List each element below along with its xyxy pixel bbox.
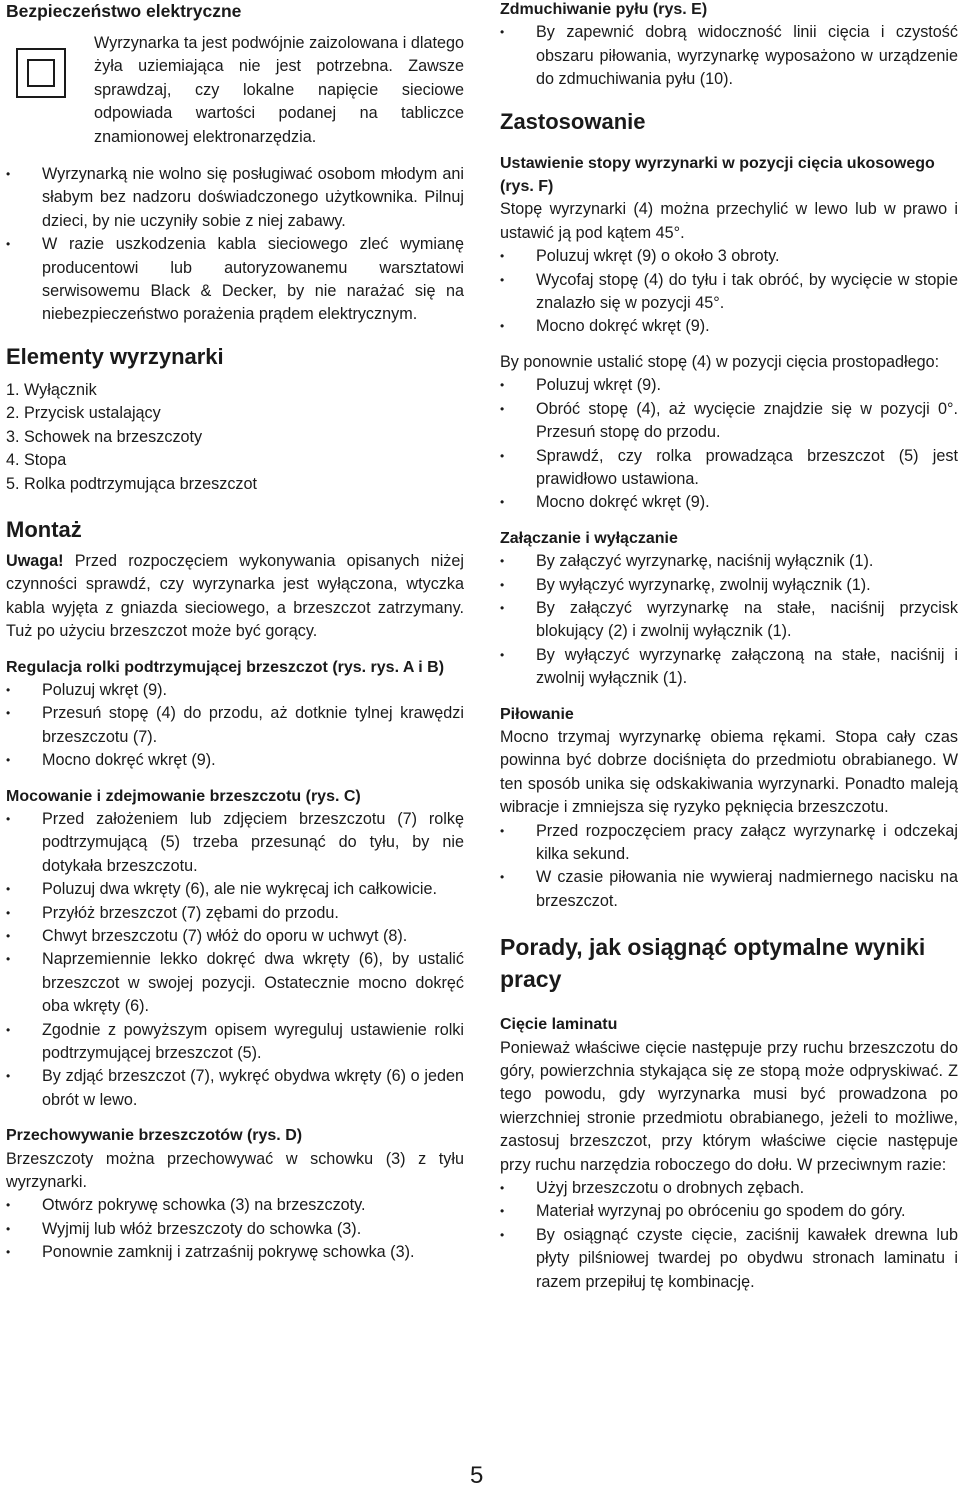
assembly-heading: Montaż bbox=[6, 516, 82, 542]
dust-steps bbox=[500, 21, 958, 91]
list-item: • By osiągnąć czyste cięcie, zaciśnij kawałek drewna lub płyty pilśniowej twardej po obydwu stronach laminatu i razem przepiłuj tę kombinację. bbox=[500, 1224, 958, 1294]
bevel-steps bbox=[500, 245, 958, 339]
usage-heading: Zastosowanie bbox=[500, 108, 646, 134]
list-item: • Wyjmij lub włóż brzeszczoty do schowka (3). bbox=[6, 1218, 464, 1241]
storage-text: Brzeszczoty można przechowywać w schowku (3) z tyłu wyrzynarki. bbox=[6, 1149, 464, 1192]
list-item: • Wyrzynarką nie wolno się posługiwać osobom młodym ani słabym bez nadzoru doświadczonego użytkownika. Pilnuj dzieci, by nie uczyniły sobie z niej zabawy. bbox=[6, 163, 464, 233]
safety-list bbox=[6, 163, 464, 327]
list-item: • Przesuń stopę (4) do przodu, aż dotknie tylnej krawędzi brzeszczotu (7). bbox=[6, 702, 464, 749]
list-item: • By załączyć wyrzynarkę, naciśnij wyłącznik (1). bbox=[500, 550, 958, 573]
list-item: • Użyj brzeszczotu o drobnych zębach. bbox=[500, 1177, 958, 1200]
list-item: • Obróć stopę (4), aż wycięcie znajdzie się w pozycji 0°. Przesuń stopę do przodu. bbox=[500, 398, 958, 445]
list-item: • By zdjąć brzeszczot (7), wykręć obydwa wkręty (6) o jeden obrót w lewo. bbox=[6, 1065, 464, 1112]
switch-heading: Załączanie i wyłączanie bbox=[500, 529, 678, 547]
list-item: • Chwyt brzeszczotu (7) włóż do oporu w uchwyt (8). bbox=[6, 925, 464, 948]
list-item: • Mocno dokręć wkręt (9). bbox=[500, 315, 958, 338]
warning-label: Uwaga! bbox=[6, 551, 64, 570]
storage-heading: Przechowywanie brzeszczotów (rys. D) bbox=[6, 1127, 303, 1145]
list-item: • Poluzuj dwa wkręty (6), ale nie wykręcaj ich całkowicie. bbox=[6, 878, 464, 901]
laminate-text: Ponieważ właściwe cięcie następuje przy ruchu brzeszczotu do góry, powierzchnia stykająca się ze stopą może odpryskiwać. Z tego powodu, gdy wyrzynarka musi być prowadzona po wierzchniej stronie przedmiotu obrabianego, jeżeli to możliwe, zastosuj brzeszczot, przy którym właściwe cięcie następuje przy ruchu narzędzia roboczego do dołu. W przeciwnym razie: bbox=[500, 1038, 958, 1174]
list-item: • By wyłączyć wyrzynarkę załączoną na stałe, naciśnij i zwolnij wyłącznik (1). bbox=[500, 644, 958, 691]
roller-steps bbox=[6, 679, 464, 773]
list-item: • W czasie piłowania nie wywieraj nadmiernego nacisku na brzeszczot. bbox=[500, 866, 958, 913]
list-item: 5. Rolka podtrzymująca brzeszczot bbox=[6, 474, 258, 493]
page-number: 5 bbox=[470, 1462, 484, 1489]
electrical-safety-heading: Bezpieczeństwo elektryczne bbox=[6, 1, 242, 21]
sawing-steps bbox=[500, 820, 958, 914]
tips-heading: Porady, jak osiągnąć optymalne wyniki pracy bbox=[500, 934, 926, 993]
straight-text: By ponownie ustalić stopę (4) w pozycji cięcia prostopadłego: bbox=[500, 352, 940, 371]
roller-heading: Regulacja rolki podtrzymującej brzeszczot (rys. rys. A i B) bbox=[6, 658, 445, 676]
list-item: • By załączyć wyrzynarkę na stałe, naciśnij przycisk blokujący (2) i zwolnij wyłącznik (1). bbox=[500, 597, 958, 644]
list-item: • Ponownie zamknij i zatrzaśnij pokrywę schowka (3). bbox=[6, 1241, 464, 1264]
laminate-heading: Cięcie laminatu bbox=[500, 1016, 618, 1034]
list-item: • Mocno dokręć wkręt (9). bbox=[500, 491, 958, 514]
list-item: • By wyłączyć wyrzynarkę, zwolnij wyłącznik (1). bbox=[500, 574, 958, 597]
list-item: • Otwórz pokrywę schowka (3) na brzeszczoty. bbox=[6, 1194, 464, 1217]
list-item: • Wycofaj stopę (4) do tyłu i tak obróć, by wycięcie w stopie znalazło się w pozycji 45°. bbox=[500, 269, 958, 316]
blade-steps bbox=[6, 808, 464, 1112]
list-item: • W razie uszkodzenia kabla sieciowego zleć wymianę producentowi lub autoryzowanemu warsztatowi serwisowemu Black & Decker, by nie narażać się na niebezpieczeństwo porażenia prądem elektrycznym. bbox=[6, 233, 464, 327]
elements-heading: Elementy wyrzynarki bbox=[6, 343, 224, 369]
straight-steps bbox=[500, 374, 958, 514]
list-item: • Mocno dokręć wkręt (9). bbox=[6, 749, 464, 772]
left-column bbox=[6, 0, 464, 1265]
laminate-steps bbox=[500, 1177, 958, 1294]
list-item: 4. Stopa bbox=[6, 451, 67, 470]
list-item: • Przed założeniem lub zdjęciem brzeszczotu (7) rolkę podtrzymującą (5) trzeba przesunąć do tyłu, by nie dotykała brzeszczotu. bbox=[6, 808, 464, 878]
list-item: • By zapewnić dobrą widoczność linii cięcia i czystość obszaru piłowania, wyrzynarkę wyposażono w urządzenie do zdmuchiwania pyłu (10). bbox=[500, 21, 958, 91]
double-insulation-text: Wyrzynarka ta jest podwójnie zaizolowana i dlatego żyła uziemiająca nie jest potrzebna. Zawsze sprawdzaj, czy lokalne napięcie sieciowe odpowiada wartości podanej na tabliczce znamionowej elektronarzędzia. bbox=[94, 34, 464, 146]
double-insulation-block bbox=[6, 32, 464, 149]
warning-text: Przed rozpoczęciem wykonywania opisanych niżej czynności sprawdź, czy wyrzynarka jest wyłączona, wtyczka kabla wyjęta z gniazda sieciowego, a brzeszczot zatrzymany. Tuż po użyciu brzeszczot może być gorący. bbox=[6, 551, 464, 641]
sawing-text: Mocno trzymaj wyrzynarkę obiema rękami. Stopa cały czas powinna być dobrze dociśnięta do przedmiotu obrabianego. W ten sposób unika się odskakiwania wyrzynarki. Ponadto maleją wibracje i zmniejsza się ryzyko pęknięcia brzeszczotu. bbox=[500, 727, 958, 817]
list-item: 3. Schowek na brzeszczoty bbox=[6, 427, 203, 446]
list-item: • Przyłóż brzeszczot (7) zębami do przodu. bbox=[6, 902, 464, 925]
list-item: • Naprzemiennie lekko dokręć dwa wkręty (6), by ustalić brzeszczot w swojej pozycji. Ostatecznie mocno dokręć oba wkręty (6). bbox=[6, 948, 464, 1018]
warning-paragraph bbox=[6, 550, 464, 644]
list-item: • Przed rozpoczęciem pracy załącz wyrzynarkę i odczekaj kilka sekund. bbox=[500, 820, 958, 867]
dust-heading: Zdmuchiwanie pyłu (rys. E) bbox=[500, 1, 708, 18]
bevel-heading: Ustawienie stopy wyrzynarki w pozycji cięcia ukosowego (rys. F) bbox=[500, 154, 935, 196]
switch-steps bbox=[500, 550, 958, 690]
list-item: 2. Przycisk ustalający bbox=[6, 404, 161, 423]
list-item: 1. Wyłącznik bbox=[6, 380, 97, 399]
double-insulation-icon bbox=[16, 48, 66, 98]
list-item: • Poluzuj wkręt (9). bbox=[6, 679, 464, 702]
elements-list bbox=[6, 379, 464, 496]
list-item: • Zgodnie z powyższym opisem wyreguluj ustawienie rolki podtrzymującej brzeszczot (5). bbox=[6, 1019, 464, 1066]
storage-steps bbox=[6, 1194, 464, 1264]
blade-heading: Mocowanie i zdejmowanie brzeszczotu (rys. C) bbox=[6, 787, 361, 805]
bevel-text: Stopę wyrzynarki (4) można przechylić w lewo lub w prawo i ustawić ją pod kątem 45°. bbox=[500, 200, 958, 242]
list-item: • Sprawdź, czy rolka prowadząca brzeszczot (5) jest prawidłowo ustawiona. bbox=[500, 445, 958, 492]
sawing-heading: Piłowanie bbox=[500, 705, 574, 723]
list-item: • Materiał wyrzynaj po obróceniu go spodem do góry. bbox=[500, 1200, 958, 1223]
list-item: • Poluzuj wkręt (9) o około 3 obroty. bbox=[500, 245, 958, 268]
right-column bbox=[500, 0, 958, 1294]
list-item: • Poluzuj wkręt (9). bbox=[500, 374, 958, 397]
